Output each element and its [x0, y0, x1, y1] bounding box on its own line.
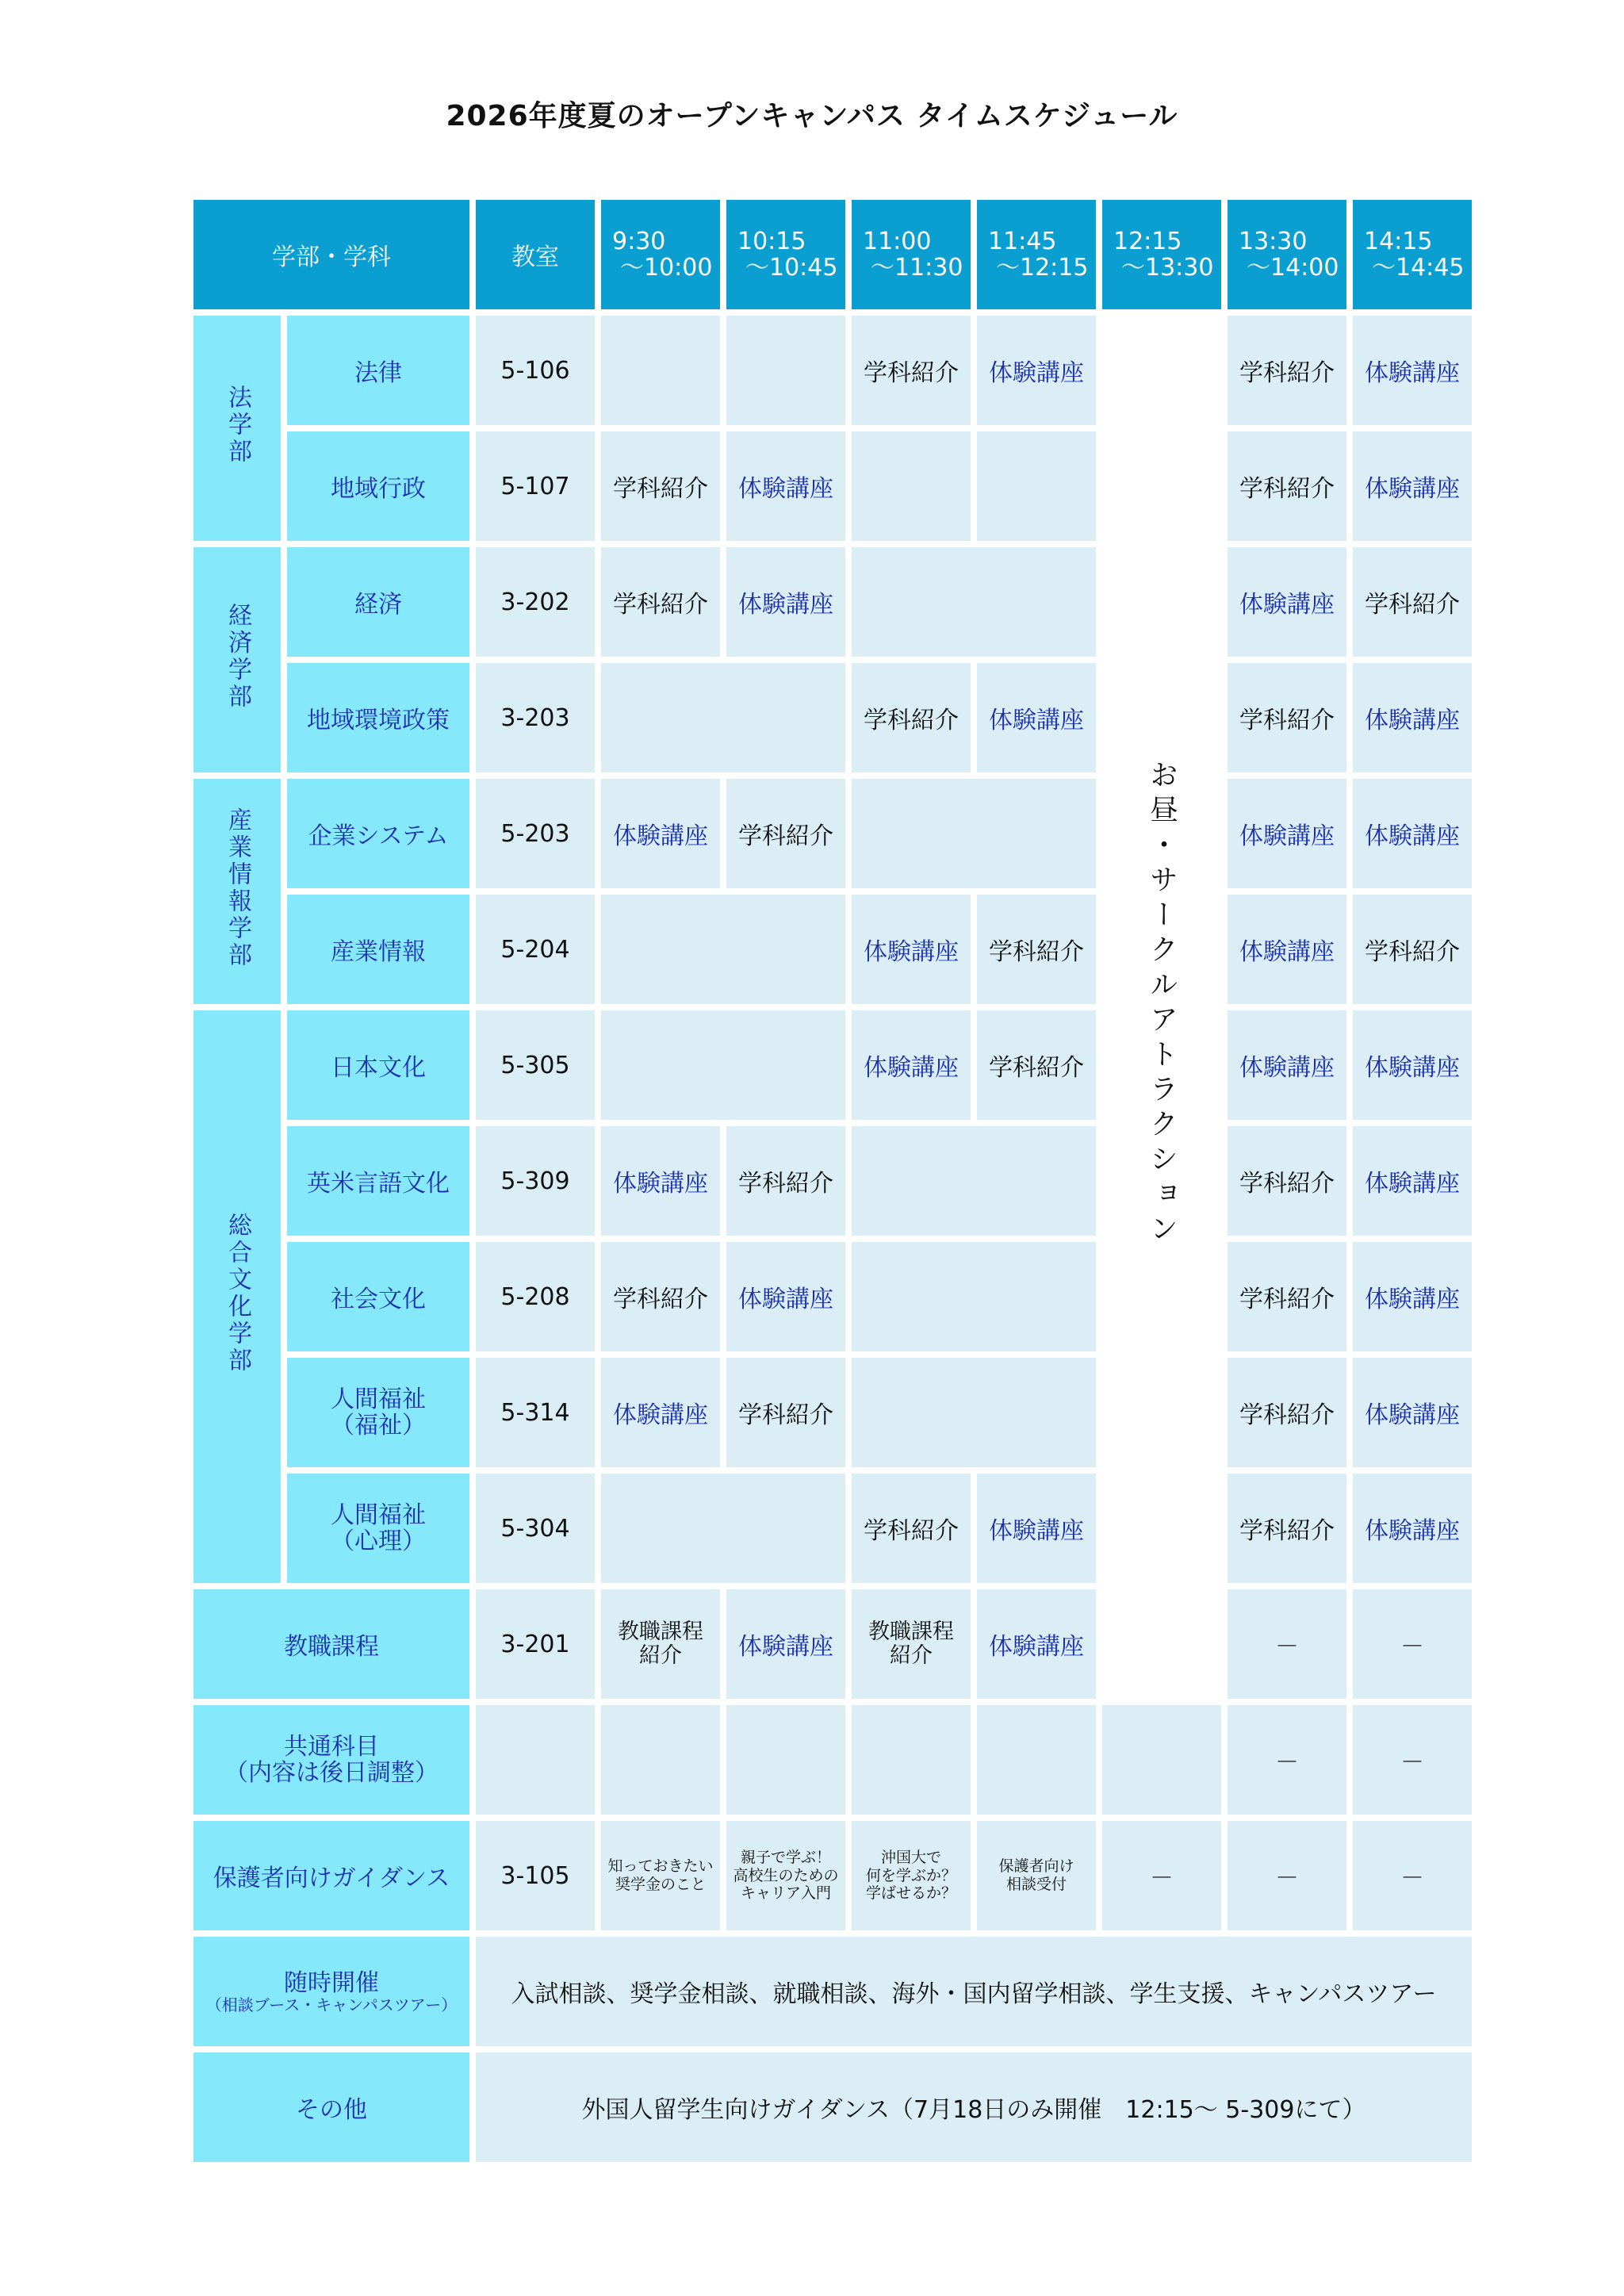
- room-cell: 5-107: [476, 431, 595, 541]
- table-row: [193, 2053, 1472, 2162]
- header-dept: 学部・学科: [193, 200, 469, 309]
- slot-cell: 体験講座: [601, 779, 720, 888]
- table-row: [193, 1589, 1472, 1699]
- room-cell: 5-203: [476, 779, 595, 888]
- slot-cell: [852, 1126, 1096, 1236]
- slot-cell: 学科紹介: [852, 1474, 971, 1583]
- table-row: [193, 431, 1472, 541]
- header-slot: 14:15 ～14:45: [1353, 200, 1472, 309]
- slot-cell: 学科紹介: [601, 547, 720, 657]
- room-cell: 5-305: [476, 1010, 595, 1120]
- dept-label: 企業システム: [287, 779, 469, 888]
- slot-cell: [852, 431, 971, 541]
- slot-cell: 学科紹介: [1228, 431, 1346, 541]
- slot-cell: 体験講座: [726, 547, 845, 657]
- slot-cell: 学科紹介: [1228, 1474, 1346, 1583]
- slot-cell: 体験講座: [852, 895, 971, 1004]
- dept-label: 日本文化: [287, 1010, 469, 1120]
- header-slot: 11:45 ～12:15: [977, 200, 1096, 309]
- room-cell: 3-203: [476, 663, 595, 772]
- slot-cell: 学科紹介: [601, 431, 720, 541]
- anytime-text: 入試相談、奨学金相談、就職相談、海外・国内留学相談、学生支援、キャンパスツアー: [476, 1937, 1472, 2046]
- header-slot: 12:15 ～13:30: [1102, 200, 1221, 309]
- slot-cell: [726, 316, 845, 425]
- slot-cell: [852, 547, 1096, 657]
- dept-label: 教職課程: [193, 1589, 469, 1699]
- other-text: 外国人留学生向けガイダンス（7月18日のみ開催 12:15～ 5-309にて）: [476, 2053, 1472, 2162]
- dept-label: 法律: [287, 316, 469, 425]
- slot-cell: 学科紹介: [1228, 663, 1346, 772]
- slot-cell: 教職課程 紹介: [601, 1589, 720, 1699]
- slot-cell: 体験講座: [977, 1474, 1096, 1583]
- slot-cell: 体験講座: [1228, 895, 1346, 1004]
- lunch-block: お昼・サークルアトラクション: [1102, 316, 1221, 1699]
- slot-cell: －: [1228, 1589, 1346, 1699]
- slot-cell: 体験講座: [1353, 779, 1472, 888]
- slot-cell: 体験講座: [1353, 1242, 1472, 1351]
- slot-cell: 体験講座: [601, 1126, 720, 1236]
- table-row: [193, 1358, 1472, 1467]
- slot-cell: 学科紹介: [1228, 1126, 1346, 1236]
- slot-cell: [601, 895, 845, 1004]
- slot-cell: [852, 779, 1096, 888]
- dept-label: 社会文化: [287, 1242, 469, 1351]
- slot-cell: 教職課程 紹介: [852, 1589, 971, 1699]
- slot-cell: 体験講座: [1353, 1474, 1472, 1583]
- slot-cell: －: [1353, 1821, 1472, 1930]
- room-cell: 5-304: [476, 1474, 595, 1583]
- slot-cell: [601, 316, 720, 425]
- faculty-law: 法学部: [193, 316, 281, 541]
- slot-cell: [852, 1242, 1096, 1351]
- slot-cell: 学科紹介: [1228, 1242, 1346, 1351]
- dept-label: 産業情報: [287, 895, 469, 1004]
- slot-cell: 学科紹介: [601, 1242, 720, 1351]
- room-cell: 3-201: [476, 1589, 595, 1699]
- slot-cell: 体験講座: [726, 1589, 845, 1699]
- slot-cell: 体験講座: [1228, 1010, 1346, 1120]
- slot-cell: 学科紹介: [1353, 547, 1472, 657]
- slot-cell: 体験講座: [977, 316, 1096, 425]
- slot-cell: [601, 663, 845, 772]
- slot-cell: 学科紹介: [1228, 316, 1346, 425]
- dept-label: 共通科目 （内容は後日調整）: [193, 1705, 469, 1815]
- faculty-info: 産業情報学部: [193, 779, 281, 1004]
- header-room: 教室: [476, 200, 595, 309]
- faculty-econ: 経済学部: [193, 547, 281, 772]
- slot-cell: 学科紹介: [726, 1358, 845, 1467]
- slot-cell: 体験講座: [726, 1242, 845, 1351]
- room-cell: 3-105: [476, 1821, 595, 1930]
- room-cell: 5-204: [476, 895, 595, 1004]
- dept-label: 随時開催 （相談ブース・キャンパスツアー）: [193, 1937, 469, 2046]
- page-title: 2026年度夏のオープンキャンパス タイムスケジュール: [446, 100, 1178, 132]
- room-cell: 5-314: [476, 1358, 595, 1467]
- header-slot: 10:15 ～10:45: [726, 200, 845, 309]
- table-row: [193, 547, 1472, 657]
- slot-cell: 体験講座: [1353, 663, 1472, 772]
- table-row: [193, 1705, 1472, 1815]
- slot-cell: [1102, 1705, 1221, 1815]
- room-cell: [476, 1705, 595, 1815]
- slot-cell: 学科紹介: [726, 779, 845, 888]
- slot-cell: [601, 1705, 720, 1815]
- slot-cell: 学科紹介: [977, 1010, 1096, 1120]
- header-row: [193, 200, 1472, 309]
- slot-cell: 体験講座: [1228, 779, 1346, 888]
- slot-cell: 学科紹介: [977, 895, 1096, 1004]
- header-slot: 11:00 ～11:30: [852, 200, 971, 309]
- slot-cell: [977, 431, 1096, 541]
- room-cell: 5-309: [476, 1126, 595, 1236]
- slot-cell: [601, 1474, 845, 1583]
- room-cell: 3-202: [476, 547, 595, 657]
- slot-cell: 体験講座: [1353, 431, 1472, 541]
- slot-cell: 体験講座: [1353, 1010, 1472, 1120]
- slot-cell: 親子で学ぶ！ 高校生のための キャリア入門: [726, 1821, 845, 1930]
- slot-cell: 学科紹介: [852, 316, 971, 425]
- room-cell: 5-208: [476, 1242, 595, 1351]
- slot-cell: 学科紹介: [852, 663, 971, 772]
- table-row: [193, 1126, 1472, 1236]
- slot-cell: －: [1102, 1821, 1221, 1930]
- table-row: [193, 1010, 1472, 1120]
- slot-cell: 学科紹介: [726, 1126, 845, 1236]
- slot-cell: [977, 1705, 1096, 1815]
- table-row: [193, 779, 1472, 888]
- slot-cell: 保護者向け 相談受付: [977, 1821, 1096, 1930]
- dept-label: 人間福祉 （福祉）: [287, 1358, 469, 1467]
- slot-cell: －: [1228, 1705, 1346, 1815]
- slot-cell: 体験講座: [977, 1589, 1096, 1699]
- slot-cell: 体験講座: [1228, 547, 1346, 657]
- dept-label: 英米言語文化: [287, 1126, 469, 1236]
- slot-cell: [601, 1010, 845, 1120]
- slot-cell: 学科紹介: [1353, 895, 1472, 1004]
- table-row: [193, 895, 1472, 1004]
- dept-label: 経済: [287, 547, 469, 657]
- table-row: [193, 1821, 1472, 1930]
- table-row: [193, 1937, 1472, 2046]
- slot-cell: 体験講座: [1353, 1358, 1472, 1467]
- table-row: [193, 1474, 1472, 1583]
- dept-label: その他: [193, 2053, 469, 2162]
- header-slot: 13:30 ～14:00: [1228, 200, 1346, 309]
- slot-cell: －: [1353, 1589, 1472, 1699]
- slot-cell: 体験講座: [601, 1358, 720, 1467]
- dept-label: 地域行政: [287, 431, 469, 541]
- slot-cell: 体験講座: [726, 431, 845, 541]
- slot-cell: 体験講座: [1353, 316, 1472, 425]
- dept-label: 地域環境政策: [287, 663, 469, 772]
- slot-cell: [852, 1358, 1096, 1467]
- slot-cell: [852, 1705, 971, 1815]
- slot-cell: 知っておきたい 奨学金のこと: [601, 1821, 720, 1930]
- room-cell: 5-106: [476, 316, 595, 425]
- slot-cell: 沖国大で 何を学ぶか？ 学ばせるか？: [852, 1821, 971, 1930]
- slot-cell: 体験講座: [1353, 1126, 1472, 1236]
- dept-label: 人間福祉 （心理）: [287, 1474, 469, 1583]
- slot-cell: 体験講座: [977, 663, 1096, 772]
- slot-cell: －: [1353, 1705, 1472, 1815]
- slot-cell: 学科紹介: [1228, 1358, 1346, 1467]
- dept-label: 保護者向けガイダンス: [193, 1821, 469, 1930]
- faculty-culture: 総合文化学部: [193, 1010, 281, 1583]
- table-row: [193, 1242, 1472, 1351]
- header-slot: 9:30 ～10:00: [601, 200, 720, 309]
- table-row: [193, 663, 1472, 772]
- slot-cell: 体験講座: [852, 1010, 971, 1120]
- slot-cell: －: [1228, 1821, 1346, 1930]
- schedule-table: [187, 194, 1478, 2168]
- slot-cell: [726, 1705, 845, 1815]
- table-row: [193, 316, 1472, 425]
